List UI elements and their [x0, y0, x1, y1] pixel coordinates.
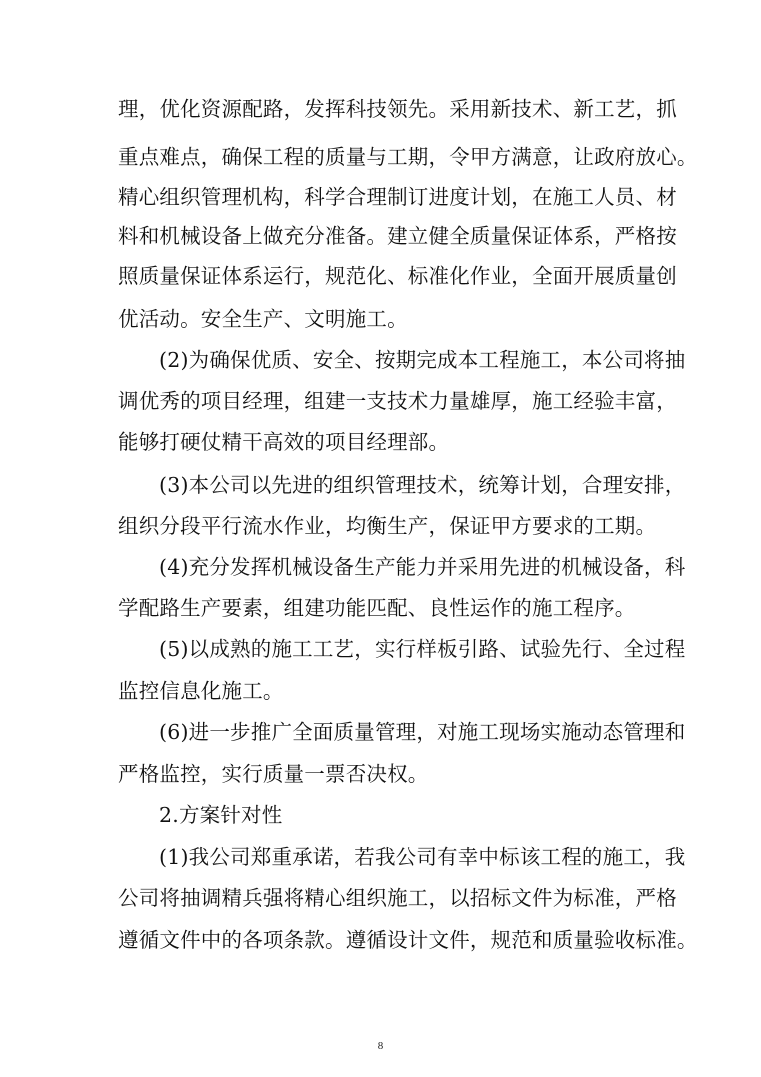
text-line: 调优秀的项目经理，组建一支技术力量雄厚，施工经验丰富，: [118, 389, 677, 413]
text-line: 严格监控，实行质量一票否决权。: [118, 762, 429, 786]
paragraph-2-start: (2)为确保优质、安全、按期完成本工程施工，本公司将抽: [159, 348, 686, 372]
section-heading: 2.方案针对性: [159, 803, 283, 827]
text-line: 照质量保证体系运行，规范化、标准化作业，全面开展质量创: [118, 264, 677, 288]
text-line: 学配路生产要素，组建功能匹配、良性运作的施工程序。: [118, 596, 636, 620]
text-line: 重点难点，确保工程的质量与工期，令甲方满意，让政府放心。: [118, 145, 698, 169]
text-line: 公司将抽调精兵强将精心组织施工，以招标文件为标准，严格: [118, 886, 677, 910]
paragraph-4-start: (4)充分发挥机械设备生产能力并采用先进的机械设备，科: [159, 555, 686, 579]
paragraph-5-start: (5)以成熟的施工工艺，实行样板引路、试验先行、全过程: [159, 637, 686, 661]
text-line: 组织分段平行流水作业，均衡生产，保证甲方要求的工期。: [118, 514, 657, 538]
text-line: 监控信息化施工。: [118, 679, 284, 703]
text-line: 理，优化资源配路，发挥科技领先。采用新技术、新工艺，抓: [118, 97, 677, 121]
text-line: 精心组织管理机构，科学合理制订进度计划，在施工人员、材: [118, 185, 677, 209]
text-line: 优活动。安全生产、文明施工。: [118, 307, 408, 331]
paragraph-3-start: (3)本公司以先进的组织管理技术，统筹计划，合理安排，: [159, 473, 686, 497]
text-line: 遵循文件中的各项条款。遵循设计文件，规范和质量验收标准。: [118, 928, 698, 952]
text-line: 能够打硬仗精干高效的项目经理部。: [118, 430, 450, 454]
paragraph-1-start: (1)我公司郑重承诺，若我公司有幸中标该工程的施工，我: [159, 845, 686, 869]
paragraph-6-start: (6)进一步推广全面质量管理，对施工现场实施动态管理和: [159, 720, 686, 744]
page-number: 8: [377, 1040, 384, 1052]
text-line: 料和机械设备上做充分准备。建立健全质量保证体系，严格按: [118, 224, 677, 248]
